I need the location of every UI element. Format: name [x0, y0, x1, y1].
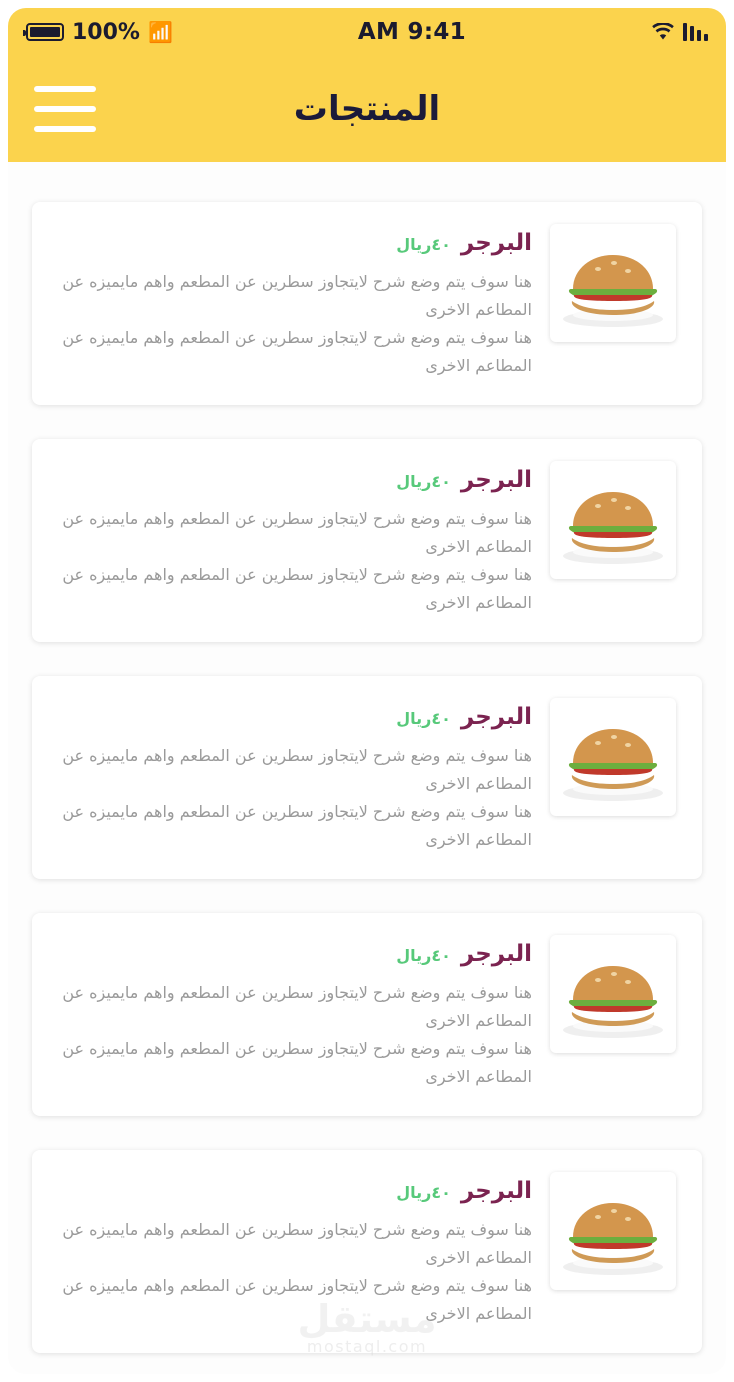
product-info [54, 461, 532, 617]
product-title-row [54, 941, 532, 967]
product-title-row [54, 467, 532, 493]
burger-icon [554, 942, 672, 1046]
burger-icon [554, 705, 672, 809]
product-info [54, 698, 532, 854]
product-image [550, 461, 676, 579]
app-header [8, 8, 726, 162]
bluetooth-icon: 📶 [147, 20, 173, 44]
status-bar-right [26, 20, 173, 45]
product-description [54, 1216, 532, 1328]
watermark-domain: mostaql.com [306, 1337, 428, 1356]
product-info [54, 935, 532, 1091]
product-name: البرجر [460, 467, 532, 493]
product-description [54, 979, 532, 1091]
product-image [550, 224, 676, 342]
product-description-line: هنا سوف يتم وضع شرح لايتجاوز سطرين عن المطعم واهم مايميزه عن المطاعم الاخرى [62, 746, 532, 793]
products-list[interactable] [8, 162, 726, 1374]
product-description-line: هنا سوف يتم وضع شرح لايتجاوز سطرين عن المطعم واهم مايميزه عن المطاعم الاخرى [62, 1220, 532, 1267]
product-description-line: هنا سوف يتم وضع شرح لايتجاوز سطرين عن المطعم واهم مايميزه عن المطاعم الاخرى [62, 565, 532, 612]
product-description-line: هنا سوف يتم وضع شرح لايتجاوز سطرين عن المطعم واهم مايميزه عن المطاعم الاخرى [62, 802, 532, 849]
product-image [550, 935, 676, 1053]
burger-icon [554, 231, 672, 335]
product-name: البرجر [460, 941, 532, 967]
app-screen [8, 8, 726, 1374]
product-name: البرجر [460, 704, 532, 730]
product-card[interactable] [32, 913, 702, 1116]
product-info [54, 1172, 532, 1328]
burger-icon [554, 1179, 672, 1283]
status-bar [8, 8, 726, 56]
product-card[interactable] [32, 676, 702, 879]
product-name: البرجر [460, 1178, 532, 1204]
product-image [550, 1172, 676, 1290]
status-bar-left [651, 23, 708, 41]
product-description [54, 505, 532, 617]
product-description-line: هنا سوف يتم وضع شرح لايتجاوز سطرين عن المطعم واهم مايميزه عن المطاعم الاخرى [62, 328, 532, 375]
product-card[interactable] [32, 439, 702, 642]
product-title-row [54, 230, 532, 256]
product-price: ٤٠ريال [396, 235, 451, 254]
product-card[interactable] [32, 1150, 702, 1353]
wifi-icon [651, 23, 675, 41]
nav-bar [8, 56, 726, 162]
product-image [550, 698, 676, 816]
battery-percent-label: 100% [72, 19, 140, 45]
signal-icon [683, 23, 708, 41]
product-price: ٤٠ريال [396, 472, 451, 491]
burger-icon [554, 468, 672, 572]
product-title-row [54, 1178, 532, 1204]
watermark-logo: مستقل [297, 1297, 437, 1341]
battery-icon [26, 23, 64, 41]
product-title-row [54, 704, 532, 730]
product-info [54, 224, 532, 380]
product-description-line: هنا سوف يتم وضع شرح لايتجاوز سطرين عن المطعم واهم مايميزه عن المطاعم الاخرى [62, 509, 532, 556]
product-description [54, 268, 532, 380]
hamburger-menu-icon[interactable] [34, 86, 96, 132]
product-description-line: هنا سوف يتم وضع شرح لايتجاوز سطرين عن المطعم واهم مايميزه عن المطاعم الاخرى [62, 272, 532, 319]
page-title: المنتجات [293, 89, 441, 129]
product-price: ٤٠ريال [396, 946, 451, 965]
product-description [54, 742, 532, 854]
product-price: ٤٠ريال [396, 709, 451, 728]
product-card[interactable] [32, 202, 702, 405]
product-description-line: هنا سوف يتم وضع شرح لايتجاوز سطرين عن المطعم واهم مايميزه عن المطاعم الاخرى [62, 1039, 532, 1086]
product-description-line: هنا سوف يتم وضع شرح لايتجاوز سطرين عن المطعم واهم مايميزه عن المطاعم الاخرى [62, 983, 532, 1030]
product-name: البرجر [460, 230, 532, 256]
product-price: ٤٠ريال [396, 1183, 451, 1202]
product-description-line: هنا سوف يتم وضع شرح لايتجاوز سطرين عن المطعم واهم مايميزه عن المطاعم الاخرى [62, 1276, 532, 1323]
status-bar-time: 9:41 AM [357, 19, 466, 45]
